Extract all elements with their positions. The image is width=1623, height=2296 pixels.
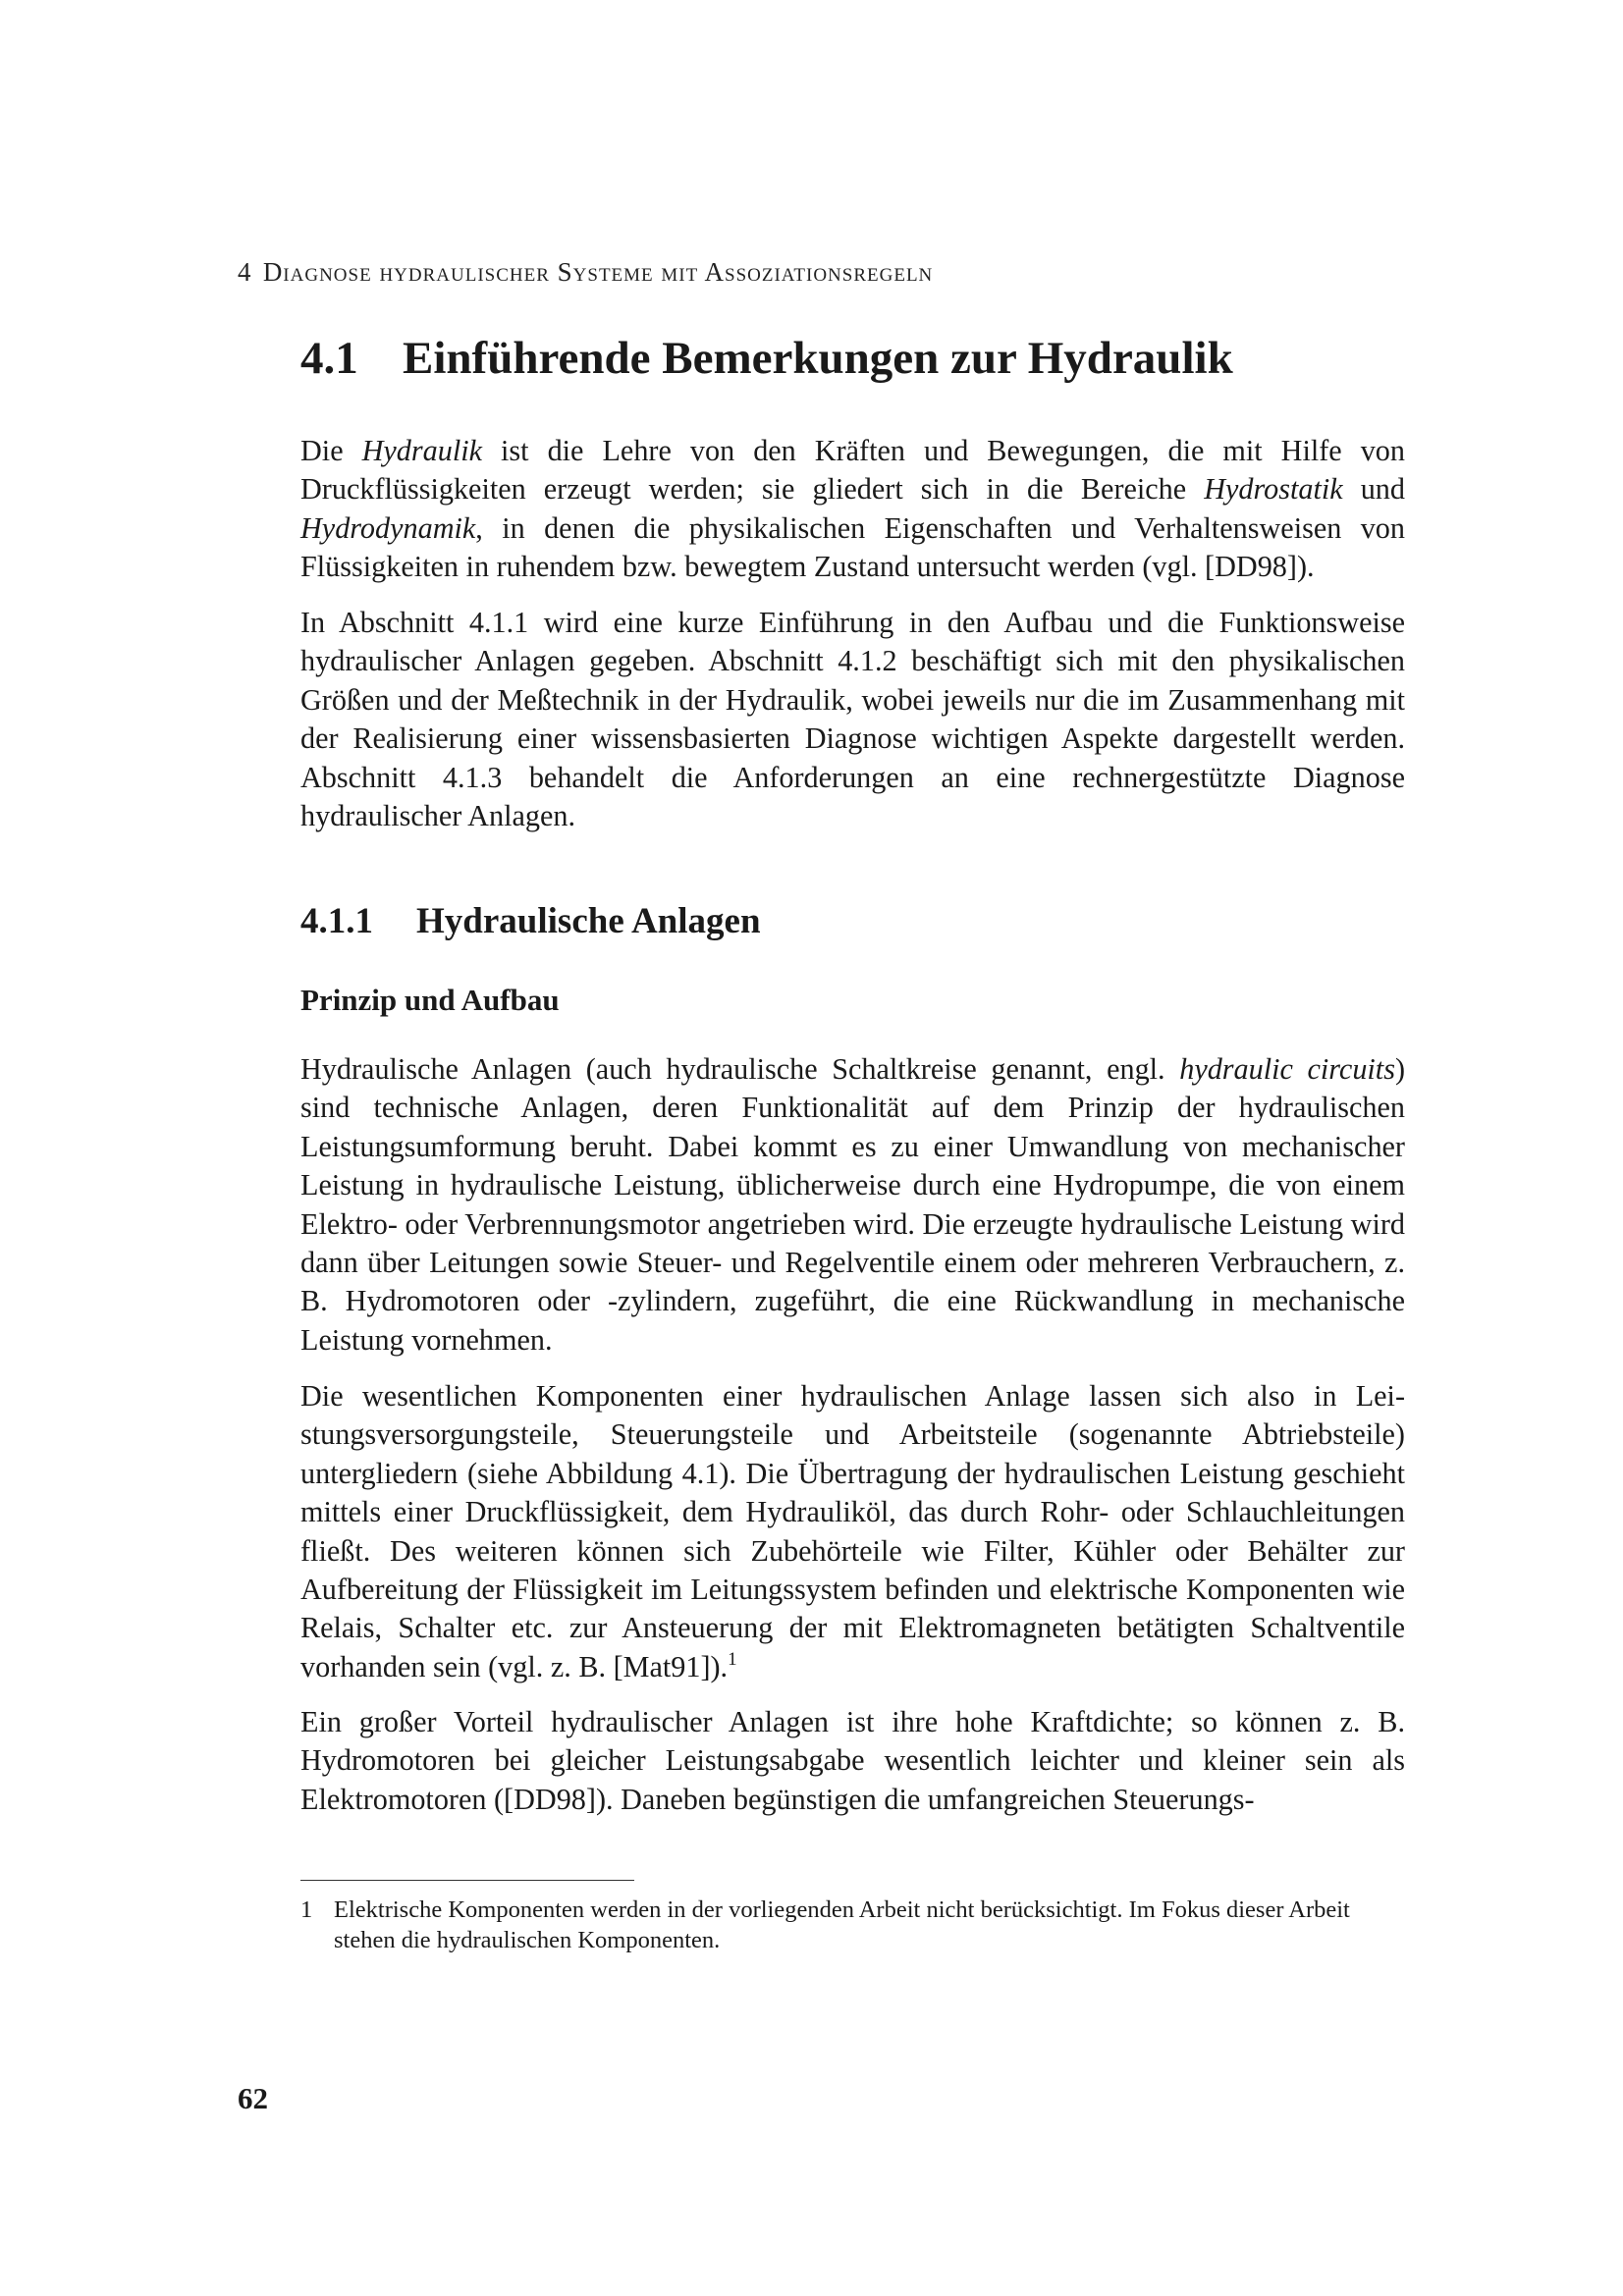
p3-term-hydraulic-circuits: hydraulic circuits <box>1179 1052 1395 1086</box>
p1-text-2: ist die Lehre von den Kräften und Bewegungen, die mit Hilfe von Druckflüssigkeiten erzeugt werden; sie gliedert sich in die Bereiche <box>300 434 1405 507</box>
footnote-reference[interactable]: 1 <box>728 1648 737 1670</box>
p1-term-hydrostatik: Hydrostatik <box>1204 472 1343 507</box>
subsection-number: 4.1.1 <box>300 901 373 941</box>
body-paragraph-3 <box>300 1050 1405 1360</box>
running-head <box>238 257 933 288</box>
running-head-chapter-title: Diagnose hydraulischer Systeme mit Assoziationsregeln <box>262 257 934 287</box>
p1-text-4: , in denen die physikalischen Eigenschaften und Verhaltensweisen von Flüssigkeiten in ruhendem bzw. bewegtem Zustand untersucht werden (vgl. [DD98]). <box>300 510 1405 584</box>
p1-term-hydraulik: Hydraulik <box>361 434 483 467</box>
body-paragraph-2 <box>300 604 1405 835</box>
p2-text: In Abschnitt 4.1.1 wird eine kurze Einführung in den Aufbau und die Funktionsweise hydraulischer Anlagen gegeben. Abschnitt 4.1.2 beschäftigt sich mit den physikalischen Größen und der Meßtechnik in der Hydraulik, wobei jeweils nur die im Zusammenhang mit der Realisierung einer wissensbasierten Diagnose wichtigen Aspekte dargestellt werden. Abschnitt 4.1.3 behandelt die Anforderungen an eine rechnergestützte Diagnose hydraulischer Anlagen. <box>300 606 1405 833</box>
running-head-chapter-number: 4 <box>238 257 251 287</box>
p3-text-2: ) sind technische Anlagen, deren Funktionalität auf dem Prinzip der hydraulischen Leistungsumformung beruht. Dabei kommt es zu einer Umwandlung von mechanischer Leistung in hydraulische Leistung, üblicherweise durch eine Hydropumpe, die von einem Elektro- oder Verbrennungsmotor angetrieben wird. Die erzeugte hydraulische Leistung wird dann über Leitungen sowie Steuer- und Regelventile einem oder mehreren Verbrauchern, z. B. Hydromotoren oder -zylindern, zugeführt, die eine Rückwandlung in mechanische Leistung vornehmen. <box>300 1052 1406 1357</box>
p5-text: Ein großer Vorteil hydraulischer Anlagen ist ihre hohe Kraftdichte; so können z. B. Hydromotoren bei gleicher Leistungsabgabe wesentlich leichter und kleiner sein als Elektromotoren ([DD98]). Daneben begünstigen die umfangreichen Steuerungs- <box>300 1705 1405 1816</box>
page-number: 62 <box>238 2081 268 2115</box>
p3-text-1: Hydraulische Anlagen (auch hydraulische Schaltkreise genannt, engl. <box>300 1052 1180 1086</box>
p1-text-1: Die <box>300 434 362 467</box>
footnote <box>300 1895 1405 1955</box>
p1-term-hydrodynamik: Hydrodynamik <box>300 510 476 545</box>
body-paragraph-5 <box>300 1703 1405 1819</box>
footnote-text: Elektrische Komponenten werden in der vorliegenden Arbeit nicht berücksichtigt. Im Fokus dieser Arbeit stehen die hydraulischen Komponenten. <box>334 1896 1350 1953</box>
paragraph-heading: Prinzip und Aufbau <box>300 983 560 1017</box>
p4-text: Die wesentlichen Komponenten einer hydraulischen Anlage lassen sich also in Leistungsversorgungsteile, Steuerungsteile und Arbeitsteile (sogenannte Abtriebsteile) untergliedern (siehe Abbildung 4.1). Die Übertragung der hydraulischen Leistung geschieht mittels einer Druckflüssigkeit, dem Hydrauliköl, das durch Rohr- oder Schlauchleitungen fließt. Des weiteren können sich Zubehörteile wie Filter, Kühler oder Behälter zur Aufbereitung der Flüssigkeit im Leitungssystem befinden und elektrische Komponenten wie Relais, Schalter etc. zur Ansteuerung der mit Elektromagneten betätigten Schaltventile vorhanden sein (vgl. z. B. [Mat91]). <box>300 1379 1405 1683</box>
subsection-title: Hydraulische Anlagen <box>416 901 761 941</box>
subsection-heading <box>300 900 761 943</box>
p1-text-3: und <box>1342 472 1405 507</box>
body-paragraph-1 <box>300 432 1405 587</box>
footnote-mark: 1 <box>300 1896 313 1923</box>
section-heading <box>300 331 1233 386</box>
section-number: 4.1 <box>300 333 358 384</box>
footnote-divider <box>300 1880 634 1881</box>
body-paragraph-4 <box>300 1377 1405 1686</box>
section-title: Einführende Bemerkungen zur Hydraulik <box>403 333 1233 384</box>
